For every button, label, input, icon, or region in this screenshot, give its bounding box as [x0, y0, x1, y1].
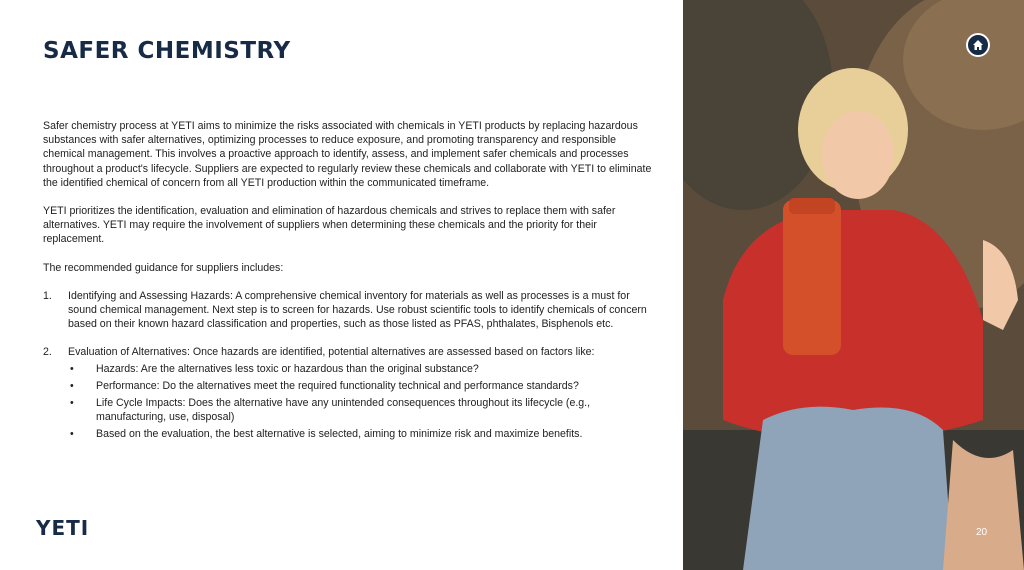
sub-bullet-list [68, 362, 655, 442]
girl-with-bottle-photo [683, 0, 1024, 570]
intro-paragraph: Safer chemistry process at YETI aims to minimize the risks associated with chemicals in YETI products by replacing hazardous substances with safer alternatives, optimizing processes to reduce exposure, and promoting transparency and responsible chemical management. This involves a proactive approach to identify, assess, and implement safer chemicals and processes throughout a product's lifecycle. Suppliers are expected to regularly review these chemicals and collaborate with YETI to eliminate the identified chemical of concern from all YETI production within the communicated timeframe. [43, 120, 652, 189]
bullet-text: Hazards: Are the alternatives less toxic or hazardous than the original substance? [96, 362, 479, 375]
bullet-icon: • [70, 397, 74, 410]
page-number: 20 [976, 527, 988, 538]
list-number: 2. [43, 346, 52, 359]
list-item-text: Identifying and Assessing Hazards: A comprehensive chemical inventory for materials as well as processes is a must for sound chemical management. Next step is to screen for hazards. Use robust scientific tools to identify chemicals of concern based on their known hazard classification and properties, such as those listed as PFAS, phthalates, Bisphenols etc. [68, 289, 647, 331]
bullet-item [68, 427, 655, 441]
home-icon [972, 39, 984, 51]
bullet-text: Performance: Do the alternatives meet the required functionality technical and performance standards? [96, 379, 579, 392]
bullet-icon: • [70, 428, 74, 441]
photo-illustration [683, 0, 1024, 570]
yeti-logo: YETI [36, 516, 90, 540]
list-item-text: Evaluation of Alternatives: Once hazards are identified, potential alternatives are assessed based on factors like: [68, 346, 595, 359]
page-title: SAFER CHEMISTRY [43, 38, 291, 64]
list-item [43, 345, 655, 441]
bullet-text: Based on the evaluation, the best alternative is selected, aiming to minimize risk and maximize benefits. [96, 428, 583, 441]
body-text [43, 119, 655, 456]
bullet-text: Life Cycle Impacts: Does the alternative have any unintended consequences throughout its lifecycle (e.g., manufacturing, use, disposal) [96, 397, 591, 424]
bullet-item [68, 362, 655, 376]
list-item [43, 289, 655, 332]
bullet-icon: • [70, 362, 74, 375]
guidance-intro: The recommended guidance for suppliers includes: [43, 261, 284, 274]
priority-paragraph: YETI prioritizes the identification, evaluation and elimination of hazardous chemicals and strives to replace them with safer alternatives. YETI may require the involvement of suppliers when determining these chemicals and the priority for their replacement. [43, 205, 616, 246]
bullet-item [68, 396, 655, 424]
bullet-icon: • [70, 379, 74, 392]
bullet-item [68, 379, 655, 393]
home-button[interactable] [966, 33, 990, 57]
guidance-list [43, 289, 655, 442]
list-number: 1. [43, 289, 52, 302]
